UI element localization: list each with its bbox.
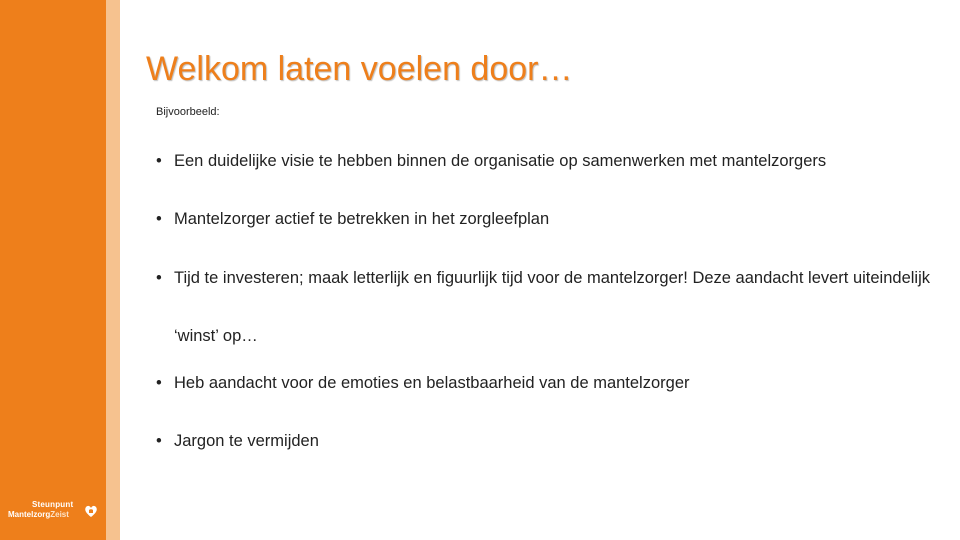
- bullet-text: Heb aandacht voor de emoties en belastbaarheid van de mantelzorger: [174, 374, 690, 392]
- logo-line1: Steunpunt: [32, 500, 74, 509]
- bullet-dot: •: [156, 374, 162, 392]
- bullet-text: Een duidelijke visie te hebben binnen de organisatie op samenwerken met mantelzorgers: [174, 152, 827, 170]
- bullet-text: Jargon te vermijden: [174, 432, 319, 450]
- sidebar-stripe: [106, 0, 120, 540]
- bullet-item: [156, 249, 946, 365]
- bullet-text: Tijd te investeren; maak letterlijk en figuurlijk tijd voor de mantelzorger! Deze aandacht levert uiteindelijk ‘winst’ op…: [174, 269, 931, 345]
- logo-line2-main: Mantelzorg: [8, 510, 51, 519]
- bullet-item: [156, 190, 946, 248]
- bullet-dot: •: [156, 432, 162, 450]
- bullet-item: [156, 412, 946, 470]
- slide-title: Welkom laten voelen door…: [146, 50, 573, 88]
- bullet-dot: •: [156, 269, 162, 287]
- bullet-item: [156, 132, 946, 190]
- logo-line2-accent: Zeist: [50, 510, 69, 519]
- heart-hand-icon: [84, 504, 98, 518]
- logo-line2: [8, 510, 69, 519]
- bullet-dot: •: [156, 152, 162, 170]
- logo: [8, 500, 100, 528]
- orange-sidebar: [0, 0, 106, 540]
- bullet-dot: •: [156, 210, 162, 228]
- bullet-text: Mantelzorger actief te betrekken in het zorgleefplan: [174, 210, 550, 228]
- slide-subtitle: Bijvoorbeeld:: [156, 106, 220, 118]
- bullet-item: [156, 354, 946, 412]
